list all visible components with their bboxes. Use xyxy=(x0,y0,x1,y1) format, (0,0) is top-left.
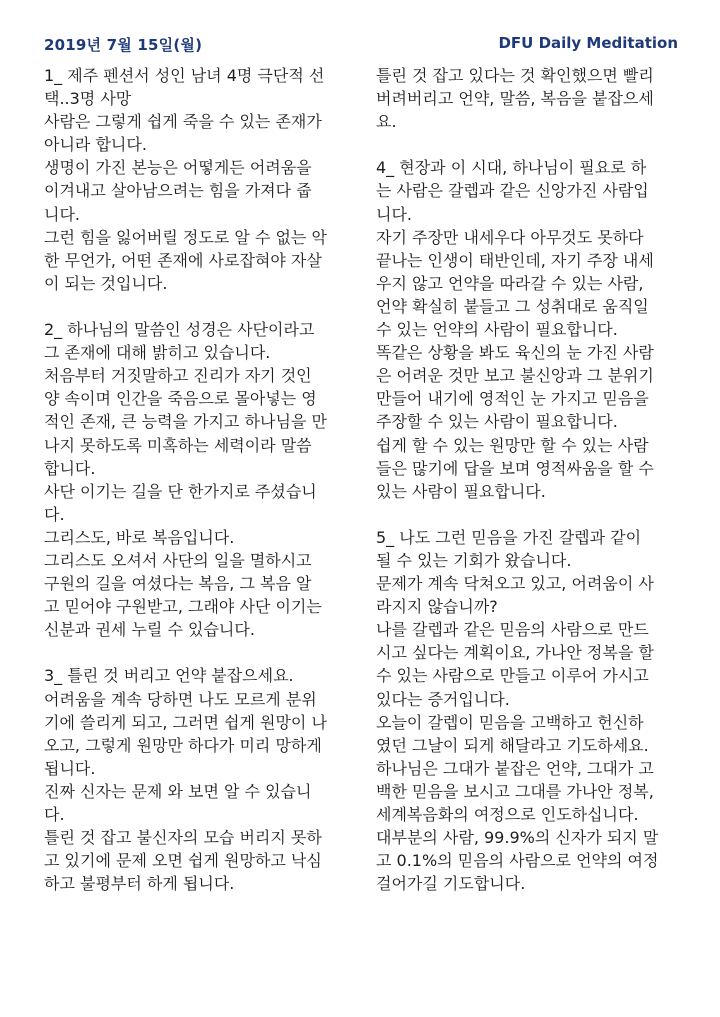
text-line: 생명이 가진 본능은 어떻게든 어려움을 xyxy=(44,158,312,178)
text-line: 언약 확실히 붙들고 그 성취대로 움직일 xyxy=(376,296,649,316)
text-line: 쉽게 할 수 있는 원망만 할 수 있는 사람 xyxy=(376,435,649,455)
text-line: 합니다. xyxy=(44,458,96,478)
text-line: 4_ 현장과 이 시대, 하나님이 필요로 하 xyxy=(376,158,647,178)
text-line: 진짜 신자는 문제 와 보면 알 수 있습니 xyxy=(44,781,312,801)
text-line: 자기 주장만 내세우다 아무것도 못하다 xyxy=(376,227,644,247)
text-line: 신분과 권세 누릴 수 있습니다. xyxy=(44,620,255,640)
text-line: 한 무언가, 어떤 존재에 사로잡혀야 자살 xyxy=(44,250,322,270)
text-line: 백한 믿음을 보시고 그대를 가나안 정복, xyxy=(376,781,654,801)
text-line: 버려버리고 언약, 말씀, 복음을 붙잡으세 xyxy=(376,89,654,109)
text-line: 수 있는 언약의 사람이 필요합니다. xyxy=(376,320,618,340)
text-line: 이 되는 것입니다. xyxy=(44,273,168,293)
text-line: 수 있는 사람으로 만들고 이루어 가시고 xyxy=(376,666,649,686)
paragraph-gap xyxy=(44,295,344,318)
text-line: 고 있기에 문제 오면 쉽게 원망하고 낙심 xyxy=(44,851,322,871)
text-line: 끝나는 인생이 태반인데, 자기 주장 내세 xyxy=(376,250,654,270)
text-line: 됩니다. xyxy=(44,758,96,778)
text-line: 니다. xyxy=(376,204,412,224)
text-line: 하나님은 그대가 붙잡은 언약, 그대가 고 xyxy=(376,758,654,778)
text-line: 틀린 것 잡고 있다는 것 확인했으면 빨리 xyxy=(376,66,654,85)
text-line: 틀린 것 잡고 불신자의 모습 버리지 못하 xyxy=(44,828,322,848)
text-line: 될 수 있는 기회가 왔습니다. xyxy=(376,550,572,570)
text-line: 적인 존재, 큰 능력을 가지고 하나님을 만 xyxy=(44,412,327,432)
text-line: 처음부터 거짓말하고 진리가 자기 것인 xyxy=(44,366,312,386)
text-line: 있는 사람이 필요합니다. xyxy=(376,481,546,501)
text-line: 이겨내고 살아남으려는 힘을 가져다 줍 xyxy=(44,181,312,201)
text-line: 주장할 수 있는 사람이 필요합니다. xyxy=(376,412,618,432)
right-text-column xyxy=(376,64,676,895)
text-line: 오고, 그렇게 원망만 하다가 미리 망하게 xyxy=(44,735,322,755)
text-line: 사람은 그렇게 쉽게 죽을 수 있는 존재가 xyxy=(44,112,322,132)
text-line: 다. xyxy=(44,805,65,824)
text-line: 그리스도 오셔서 사단의 일을 멸하시고 xyxy=(44,550,312,570)
text-line: 대부분의 사람, 99.9%의 신자가 되지 말 xyxy=(376,828,659,848)
text-line: 고 0.1%의 믿음의 사람으로 언약의 여정 xyxy=(376,851,659,871)
text-line: 문제가 계속 닥쳐오고 있고, 어려움이 사 xyxy=(376,574,654,594)
text-line: 그런 힘을 잃어버릴 정도로 알 수 없는 악 xyxy=(44,227,327,247)
paragraph-gap xyxy=(376,133,676,156)
text-line: 다. xyxy=(44,504,65,524)
text-line: 3_ 틀린 것 버리고 언약 붙잡으세요. xyxy=(44,666,294,686)
text-line: 고 믿어야 구원받고, 그래야 사단 이기는 xyxy=(44,597,322,617)
paragraph-gap xyxy=(44,641,344,664)
paragraph-gap xyxy=(376,503,676,526)
text-line: 사단 이기는 길을 단 한가지로 주셨습니 xyxy=(44,481,317,501)
text-line: 그리스도, 바로 복음입니다. xyxy=(44,527,235,547)
date-label: 2019년 7월 15일(월) xyxy=(44,36,203,54)
text-line: 시고 싶다는 계획이요, 가나안 정복을 할 xyxy=(376,643,654,663)
text-line: 아니라 합니다. xyxy=(44,135,147,155)
text-line: 만들어 내기에 영적인 눈 가지고 믿음을 xyxy=(376,389,649,409)
text-line: 있다는 증거입니다. xyxy=(376,689,510,709)
text-line: 어려움을 계속 당하면 나도 모르게 분위 xyxy=(44,689,317,709)
text-line: 은 어려운 것만 보고 불신앙과 그 분위기 xyxy=(376,366,654,386)
text-line: 나지 못하도록 미혹하는 세력이라 말씀 xyxy=(44,435,312,455)
text-line: 니다. xyxy=(44,204,80,224)
text-line: 나를 갈렙과 같은 믿음의 사람으로 만드 xyxy=(376,620,649,640)
text-line: 구원의 길을 여셨다는 복음, 그 복음 알 xyxy=(44,574,312,594)
text-line: 2_ 하나님의 말씀인 성경은 사단이라고 xyxy=(44,320,315,340)
text-line: 양 속이며 인간을 죽음으로 몰아넣는 영 xyxy=(44,389,317,409)
text-line: 는 사람은 갈렙과 같은 신앙가진 사람입 xyxy=(376,181,649,201)
text-line: 하고 불평부터 하게 됩니다. xyxy=(44,874,235,894)
text-line: 우지 않고 언약을 따라갈 수 있는 사람, xyxy=(376,273,644,293)
text-line: 5_ 나도 그런 믿음을 가진 갈렙과 같이 xyxy=(376,527,642,547)
text-line: 걸어가길 기도합니다. xyxy=(376,874,526,894)
text-line: 택..3명 사망 xyxy=(44,89,132,109)
left-text-column xyxy=(44,64,344,895)
text-line: 요. xyxy=(376,112,397,132)
text-line: 세계복음화의 여정으로 인도하십니다. xyxy=(376,805,639,824)
text-line: 오늘이 갈렙이 믿음을 고백하고 헌신하 xyxy=(376,712,644,732)
text-line: 들은 많기에 답을 보며 영적싸움을 할 수 xyxy=(376,458,654,478)
text-line: 그 존재에 대해 밝히고 있습니다. xyxy=(44,343,271,363)
page-header xyxy=(0,0,720,60)
text-line: 라지지 않습니까? xyxy=(376,597,498,617)
brand-title: DFU Daily Meditation xyxy=(498,34,678,52)
text-line: 기에 쓸리게 되고, 그러면 쉽게 원망이 나 xyxy=(44,712,327,732)
text-line: 똑같은 상황을 봐도 육신의 눈 가진 사람 xyxy=(376,343,654,363)
text-line: 였던 그날이 되게 해달라고 기도하세요. xyxy=(376,735,649,755)
text-line: 1_ 제주 펜션서 성인 남녀 4명 극단적 선 xyxy=(44,66,325,85)
